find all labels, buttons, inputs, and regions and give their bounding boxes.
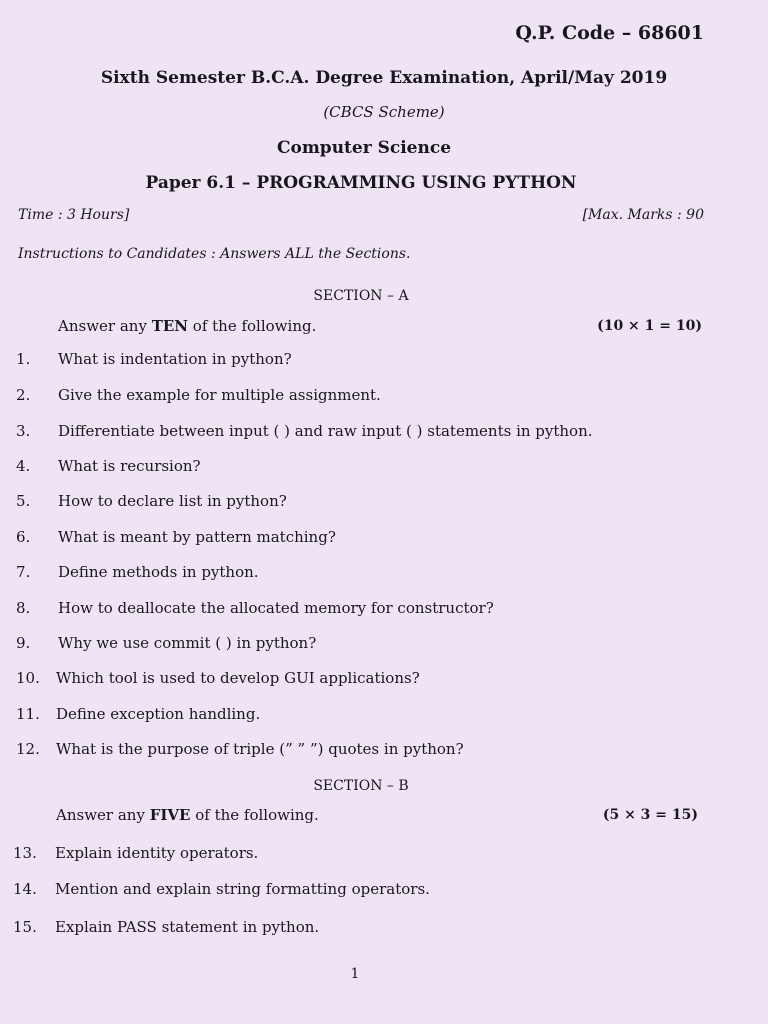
page-number: 1 <box>350 966 360 982</box>
section-a-instruction <box>58 317 316 335</box>
question-number: 2. <box>16 386 31 404</box>
question-number: 9. <box>16 634 31 652</box>
question-text: Differentiate between input ( ) and raw input ( ) statements in python. <box>58 422 593 440</box>
question-number: 8. <box>16 599 31 617</box>
max-marks: [Max. Marks : 90 <box>582 207 704 223</box>
question-text: Explain PASS statement in python. <box>55 918 320 936</box>
question-text: Explain identity operators. <box>55 844 259 862</box>
question-text: Define methods in python. <box>58 563 259 581</box>
question-number: 11. <box>16 705 40 723</box>
question-text: How to declare list in python? <box>58 492 287 510</box>
section-a-instr-count: TEN <box>151 317 189 335</box>
section-b-marks: (5 × 3 = 15) <box>602 807 698 823</box>
paper-title: Paper 6.1 – PROGRAMMING USING PYTHON <box>145 173 577 193</box>
question-number: 7. <box>16 563 31 581</box>
question-number: 4. <box>16 457 31 475</box>
candidate-instructions: Instructions to Candidates : Answers ALL the Sections. <box>18 246 411 262</box>
subject-title: Computer Science <box>276 138 452 158</box>
question-text: What is meant by pattern matching? <box>58 528 336 546</box>
question-number: 10. <box>16 669 40 687</box>
question-text: Which tool is used to develop GUI applications? <box>56 669 420 687</box>
section-a-marks: (10 × 1 = 10) <box>597 318 702 334</box>
question-number: 6. <box>16 528 31 546</box>
section-a-instr-prefix: Answer any <box>58 317 152 335</box>
question-number: 13. <box>13 844 37 862</box>
question-number: 5. <box>16 492 31 510</box>
section-b-heading: SECTION – B <box>313 778 409 794</box>
exam-title: Sixth Semester B.C.A. Degree Examination, April/May 2019 <box>100 68 668 88</box>
question-number: 3. <box>16 422 31 440</box>
qp-code: Q.P. Code – 68601 <box>515 22 704 44</box>
question-text: What is the purpose of triple (” ” ”) quotes in python? <box>56 740 464 758</box>
section-b-instruction <box>56 806 319 824</box>
question-number: 1. <box>16 350 31 368</box>
section-b-instr-suffix: of the following. <box>190 806 319 824</box>
question-number: 12. <box>16 740 40 758</box>
question-text: Mention and explain string formatting operators. <box>55 880 430 898</box>
question-text: What is recursion? <box>58 457 201 475</box>
question-number: 14. <box>13 880 37 898</box>
section-a-instr-suffix: of the following. <box>188 317 317 335</box>
question-text: Define exception handling. <box>56 705 261 723</box>
question-text: What is indentation in python? <box>58 350 292 368</box>
question-text: Give the example for multiple assignment. <box>58 386 381 404</box>
question-text: How to deallocate the allocated memory for constructor? <box>58 599 494 617</box>
section-b-instr-count: FIVE <box>149 806 191 824</box>
section-a-heading: SECTION – A <box>313 288 409 304</box>
scheme-label: (CBCS Scheme) <box>323 103 445 121</box>
question-number: 15. <box>13 918 37 936</box>
question-text: Why we use commit ( ) in python? <box>58 634 317 652</box>
section-b-instr-prefix: Answer any <box>56 806 150 824</box>
time-duration: Time : 3 Hours] <box>18 207 130 223</box>
